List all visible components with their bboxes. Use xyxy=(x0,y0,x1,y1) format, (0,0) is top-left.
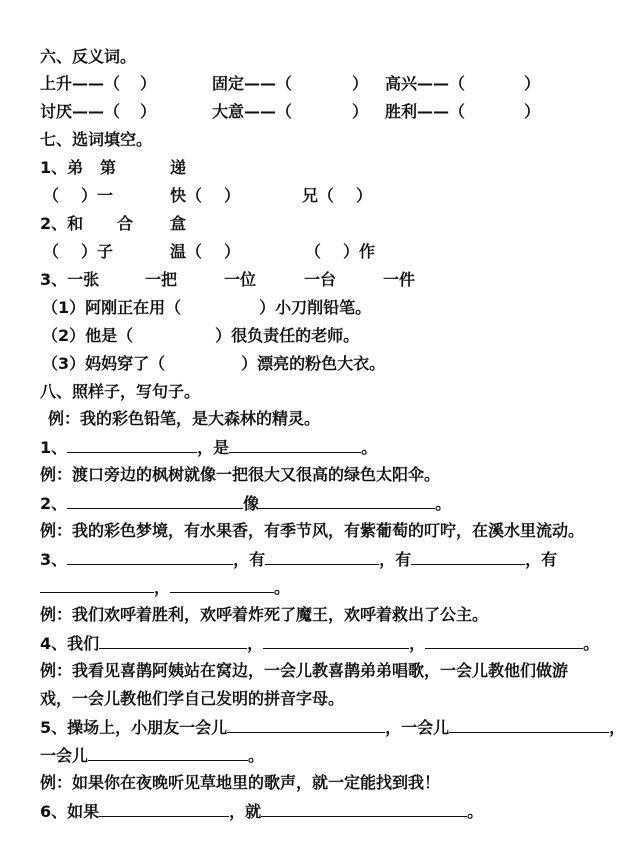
answer-blank[interactable] xyxy=(88,745,248,761)
q2-option: 盒 xyxy=(170,214,187,233)
q1-option: 递 xyxy=(170,158,187,177)
antonym-answer-blank[interactable]: ） xyxy=(140,102,157,121)
answer-blank[interactable] xyxy=(425,633,583,649)
example-sentence: 例：如果你在夜晚听见草地里的歌声，就一定能找到我！ xyxy=(40,773,441,792)
sentence-q4: 4、我们 ， ， 。 xyxy=(40,634,600,653)
sentence-q1: 1、 ，是 。 xyxy=(40,438,378,457)
q2-option: 2、和 xyxy=(40,214,84,233)
q2-blank[interactable]: （ ）子 xyxy=(43,242,114,261)
example-sentence: 例：我们欢呼着胜利，欢呼着炸死了魔王，欢呼着救出了公主。 xyxy=(40,605,489,624)
example-sentence: 例：我看见喜鹊阿姨站在窝边，一会儿教喜鹊弟弟唱歌，一会儿教他们做游 xyxy=(40,661,569,680)
antonym-item: 上升——（ xyxy=(40,74,121,93)
answer-blank[interactable] xyxy=(67,549,233,565)
q1-blank[interactable]: 快（ ） xyxy=(170,186,241,205)
answer-blank[interactable] xyxy=(99,633,247,649)
answer-blank[interactable] xyxy=(170,577,274,593)
example-sentence: 例：我的彩色铅笔，是大森林的精灵。 xyxy=(48,409,321,428)
q1-blank[interactable]: 兄（ ） xyxy=(302,186,373,205)
q3-option: 一位 xyxy=(224,270,257,289)
q3-option: 3、一张 xyxy=(40,270,100,289)
q2-option: 合 xyxy=(117,214,134,233)
example-sentence: 例：渡口旁边的枫树就像一把很大又很高的绿色太阳伞。 xyxy=(40,465,441,484)
q3-item: （3）妈妈穿了（ ）漂亮的粉色大衣。 xyxy=(42,354,386,373)
example-sentence: 例：我的彩色梦境，有水果香，有季节风，有紫葡萄的叮咛，在溪水里流动。 xyxy=(40,521,585,540)
sentence-q5: 5、操场上，小朋友一会儿 ，一会儿 ， xyxy=(40,718,626,737)
q1-option: 1、弟 xyxy=(40,158,84,177)
q3-item: （2）他是（ ）很负责任的老师。 xyxy=(42,326,360,345)
q3-item: （1）阿刚正在用（ ）小刀削铅笔。 xyxy=(42,298,372,317)
q3-option: 一件 xyxy=(383,270,416,289)
antonym-answer-blank[interactable]: ） xyxy=(352,74,369,93)
answer-blank[interactable] xyxy=(261,801,467,817)
antonym-item: 胜利——（ xyxy=(385,102,466,121)
answer-blank[interactable] xyxy=(67,437,197,453)
antonym-answer-blank[interactable]: ） xyxy=(352,102,369,121)
antonym-answer-blank[interactable]: ） xyxy=(524,102,541,121)
section8-title: 八、照样子，写句子。 xyxy=(40,382,201,401)
section7-title: 七、选词填空。 xyxy=(40,130,153,149)
q2-blank[interactable]: 温（ ） xyxy=(170,242,241,261)
antonym-item: 固定——（ xyxy=(212,74,293,93)
answer-blank[interactable] xyxy=(40,577,154,593)
sentence-q6: 6、如果 ，就 。 xyxy=(40,802,484,821)
sentence-q2: 2、 像 。 xyxy=(40,494,452,513)
answer-blank[interactable] xyxy=(265,549,379,565)
sentence-q3: 3、 ，有 ，有 ，有 xyxy=(40,550,558,569)
answer-blank[interactable] xyxy=(411,549,525,565)
answer-blank[interactable] xyxy=(263,633,409,649)
answer-blank[interactable] xyxy=(229,437,361,453)
antonym-item: 高兴——（ xyxy=(385,74,466,93)
q2-blank[interactable]: （ ）作 xyxy=(305,242,376,261)
sentence-q5-cont: 一会儿 。 xyxy=(40,746,265,765)
answer-blank[interactable] xyxy=(227,717,385,733)
answer-blank[interactable] xyxy=(449,717,609,733)
q1-blank[interactable]: （ ）一 xyxy=(43,186,114,205)
section6-title: 六、反义词。 xyxy=(40,47,137,66)
antonym-answer-blank[interactable]: ） xyxy=(524,74,541,93)
antonym-answer-blank[interactable]: ） xyxy=(140,74,157,93)
example-sentence-cont: 戏，一会儿教他们学自己发明的拼音字母。 xyxy=(40,689,345,708)
q3-option: 一把 xyxy=(145,270,178,289)
q3-option: 一台 xyxy=(304,270,337,289)
antonym-item: 讨厌——（ xyxy=(40,102,121,121)
antonym-item: 大意——（ xyxy=(212,102,293,121)
answer-blank[interactable] xyxy=(259,493,435,509)
answer-blank[interactable] xyxy=(99,801,229,817)
answer-blank[interactable] xyxy=(67,493,243,509)
sentence-q3-cont: ， 。 xyxy=(40,577,290,598)
q1-option: 第 xyxy=(100,158,117,177)
